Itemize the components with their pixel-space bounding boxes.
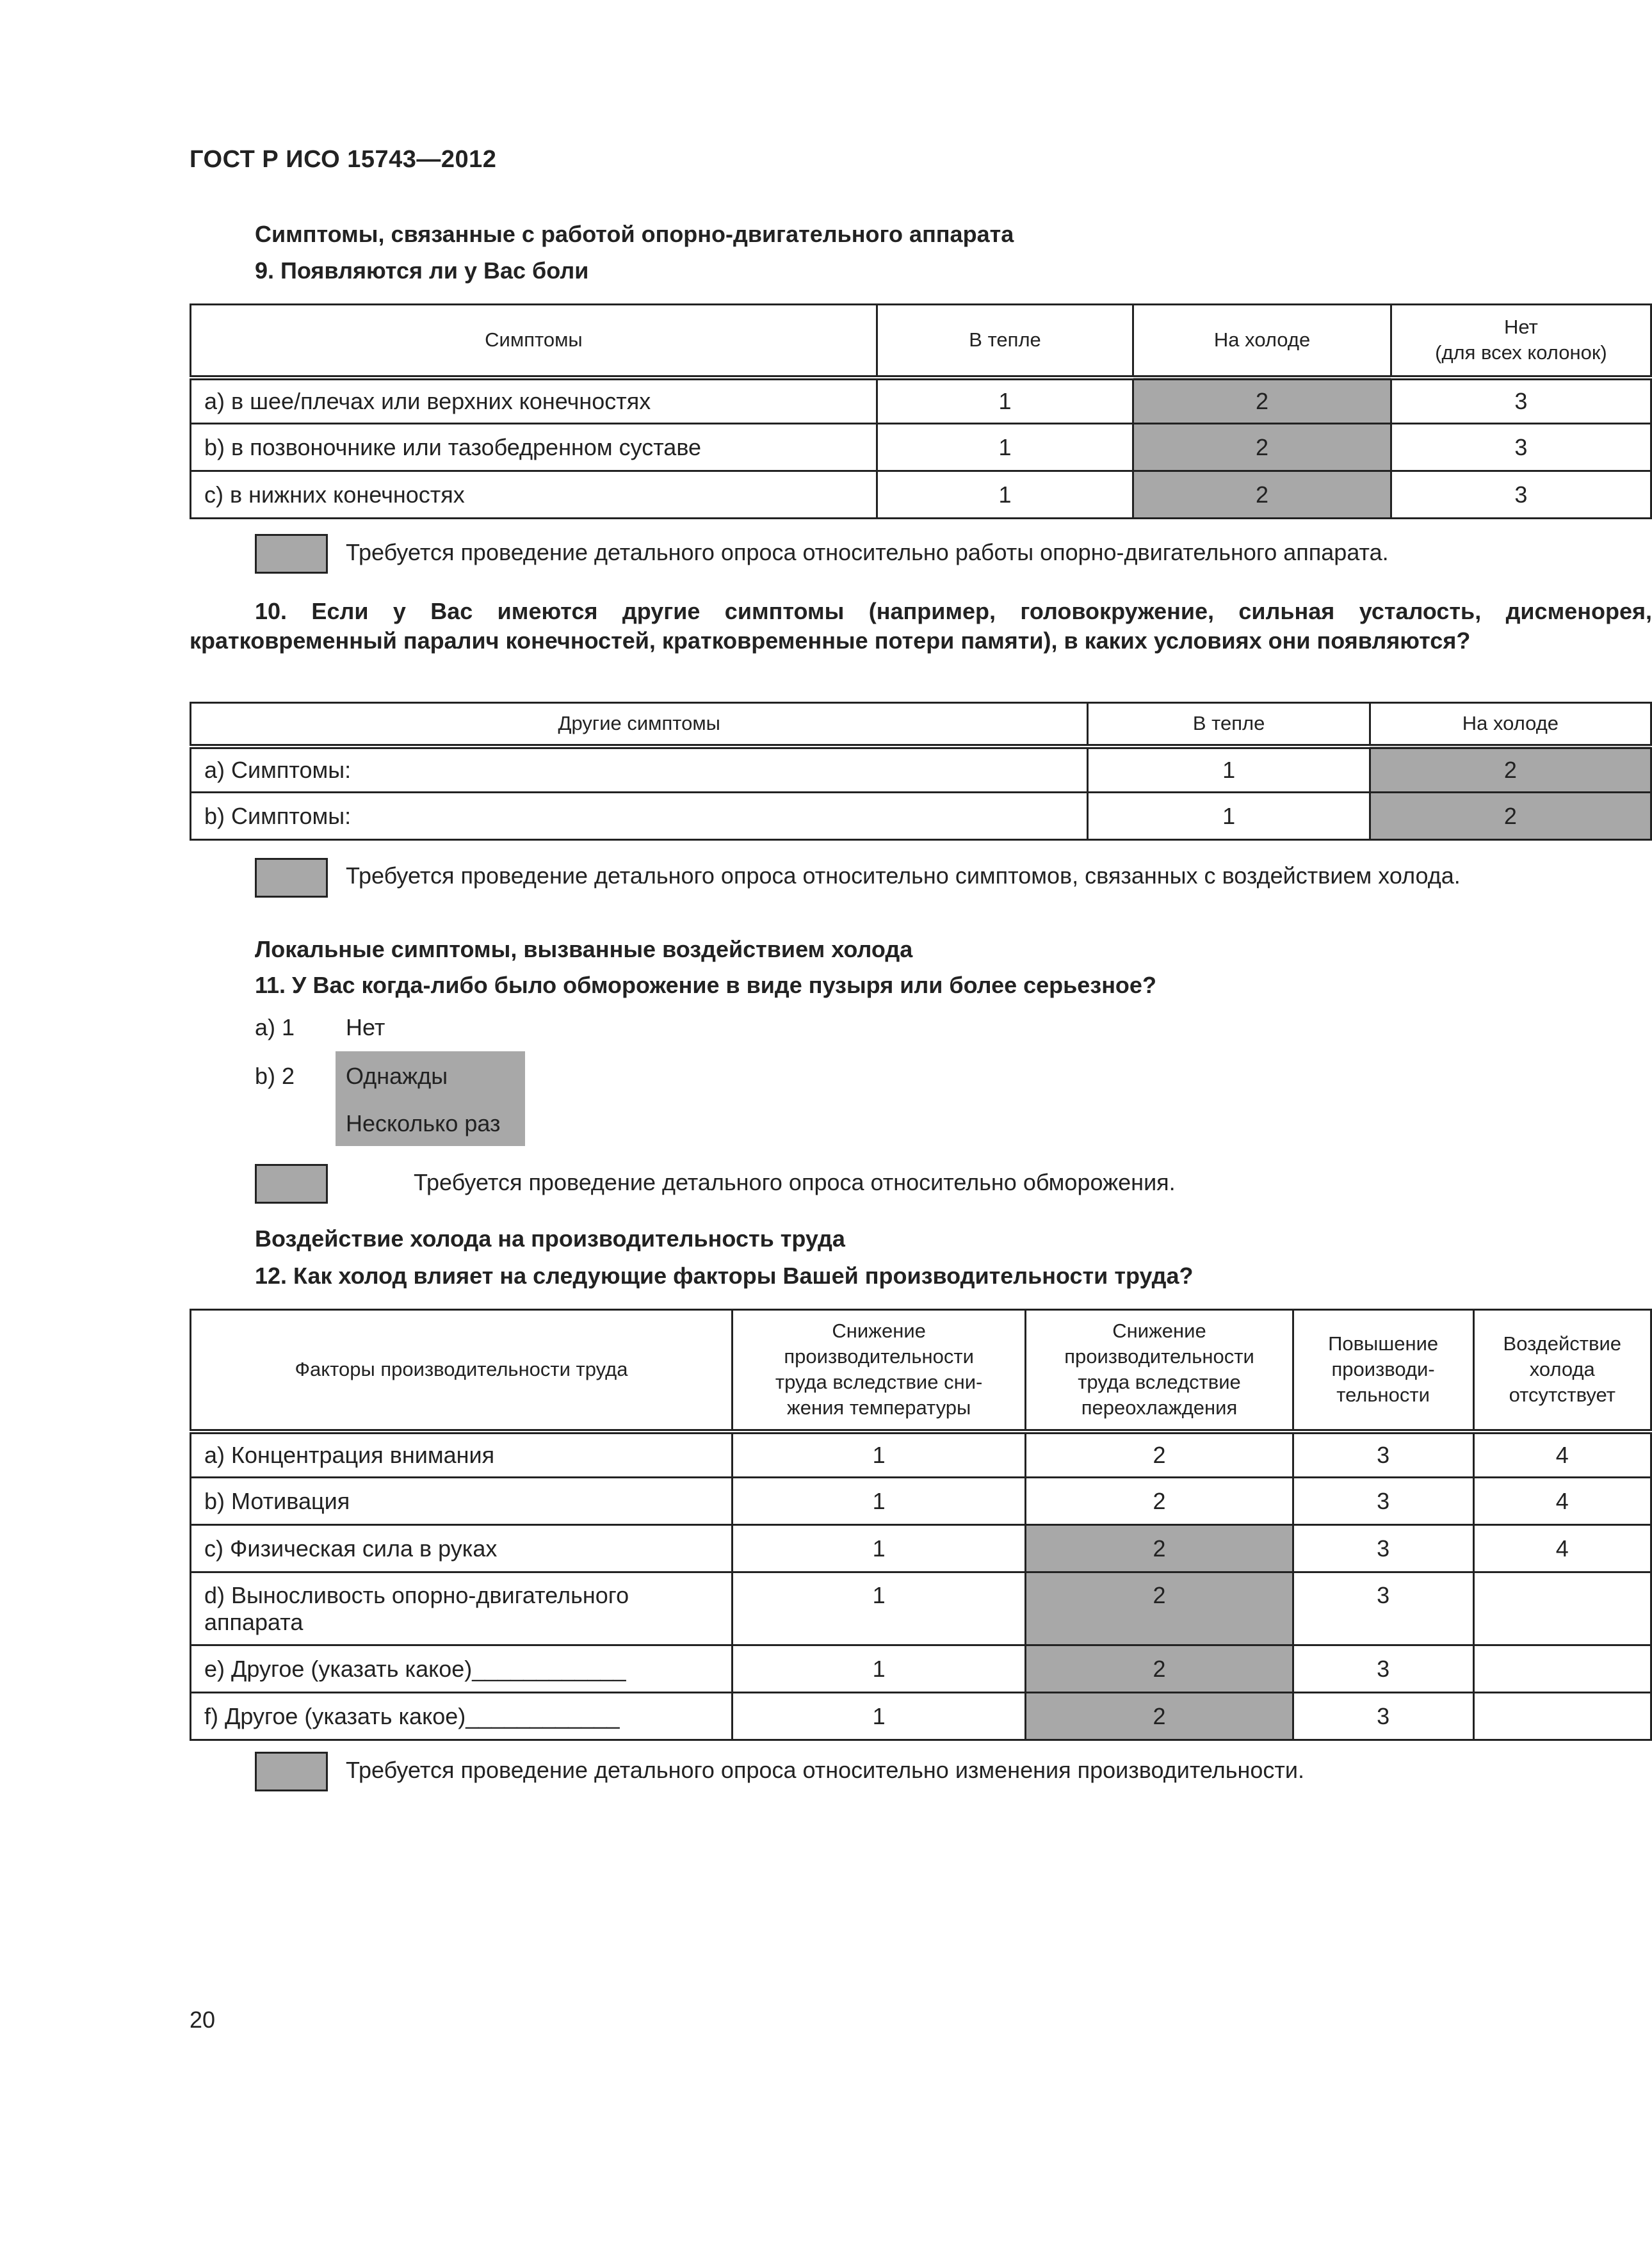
table-cell[interactable]: 1: [732, 1693, 1025, 1740]
col-header-no-effect: Воздействие холода отсутствует: [1473, 1310, 1651, 1432]
table-cell[interactable]: 1: [1088, 747, 1370, 793]
question-12: 12. Как холод влияет на следующие факторы Вашей производительности труда?: [255, 1263, 1194, 1289]
table-row-label: b) Симптомы:: [191, 793, 1088, 840]
table-cell[interactable]: 3: [1293, 1432, 1473, 1478]
page-number: 20: [190, 2007, 216, 2033]
table-cell[interactable]: 1: [1088, 793, 1370, 840]
col-header-hypothermia: Снижение производительности труда вследствие переохлаждения: [1026, 1310, 1293, 1432]
question-10: 10. Если у Вас имеются другие симптомы (например, головокружение, сильная усталость, дисменорея, кратковременный паралич конечностей, кратковременные потери памяти), в каких условиях они появляются?: [190, 598, 1652, 654]
option-label: а) 1: [255, 1014, 295, 1040]
table-cell[interactable]: 3: [1293, 1645, 1473, 1693]
table-cell-shaded[interactable]: 2: [1133, 471, 1391, 519]
table-cell[interactable]: 2: [1026, 1478, 1293, 1525]
table-row-label: b) Мотивация: [191, 1478, 733, 1525]
table-cell[interactable]: 1: [732, 1525, 1025, 1572]
shade-legend-swatch: [255, 1752, 328, 1791]
table-row-label: а) в шее/плечах или верхних конечностях: [191, 378, 877, 424]
table-cell[interactable]: [1473, 1693, 1651, 1740]
col-header-factors: Факторы производительности труда: [191, 1310, 733, 1432]
option-label: b) 2: [255, 1063, 295, 1089]
table-cell[interactable]: 1: [732, 1432, 1025, 1478]
section-heading-performance: Воздействие холода на производительность труда: [255, 1225, 845, 1252]
table-cell[interactable]: 4: [1473, 1432, 1651, 1478]
col-header-other-symptoms: Другие симптомы: [191, 703, 1088, 747]
col-header-temp-decrease: Снижение производительности труда вследствие сни- жения температуры: [732, 1310, 1025, 1432]
table-cell[interactable]: 3: [1293, 1572, 1473, 1645]
table-cell[interactable]: 1: [732, 1645, 1025, 1693]
shade-legend-swatch: [255, 1164, 328, 1204]
table-row-label: b) в позвоночнике или тазобедренном суставе: [191, 424, 877, 471]
document-header: ГОСТ Р ИСО 15743—2012: [190, 146, 497, 173]
table-cell[interactable]: 3: [1293, 1693, 1473, 1740]
table-cell-shaded[interactable]: 2: [1370, 793, 1651, 840]
section-heading-local-symptoms: Локальные симптомы, вызванные воздействием холода: [255, 936, 913, 962]
col-header-increase: Повышение производи- тельности: [1293, 1310, 1473, 1432]
legend-text-other-symptoms: Требуется проведение детального опроса относительно симптомов, связанных с воздействием холода.: [346, 862, 1461, 889]
shade-legend-swatch: [255, 534, 328, 574]
table-row-label: е) Другое (указать какое)____________: [191, 1645, 733, 1693]
table-row-label: d) Выносливость опорно-двигательного аппарата: [191, 1572, 733, 1645]
shade-legend-swatch: [255, 858, 328, 898]
table-cell[interactable]: 1: [877, 378, 1133, 424]
pain-table: [190, 303, 1652, 519]
table-cell[interactable]: [1473, 1645, 1651, 1693]
section-heading-musculoskeletal: Симптомы, связанные с работой опорно-двигательного аппарата: [255, 221, 1014, 247]
table-row-label: а) Концентрация внимания: [191, 1432, 733, 1478]
table-cell[interactable]: 3: [1391, 471, 1651, 519]
table-cell[interactable]: 4: [1473, 1525, 1651, 1572]
table-row-label: с) Физическая сила в руках: [191, 1525, 733, 1572]
legend-text-musculoskeletal: Требуется проведение детального опроса относительно работы опорно-двигательного аппарата.: [346, 539, 1389, 565]
table-cell-shaded[interactable]: 2: [1026, 1525, 1293, 1572]
performance-table: [190, 1309, 1652, 1741]
col-header-warm: В тепле: [1088, 703, 1370, 747]
table-row-label: с) в нижних конечностях: [191, 471, 877, 519]
col-header-cold: На холоде: [1133, 305, 1391, 378]
table-row-label: а) Симптомы:: [191, 747, 1088, 793]
table-cell[interactable]: 1: [732, 1478, 1025, 1525]
option-no[interactable]: Нет: [346, 1014, 385, 1040]
legend-text-performance: Требуется проведение детального опроса относительно изменения производительности.: [346, 1757, 1304, 1783]
table-cell[interactable]: 1: [877, 424, 1133, 471]
table-cell[interactable]: 3: [1391, 378, 1651, 424]
table-cell[interactable]: 3: [1293, 1525, 1473, 1572]
table-row-label: f) Другое (указать какое)____________: [191, 1693, 733, 1740]
table-cell-shaded[interactable]: 2: [1133, 378, 1391, 424]
question-9: 9. Появляются ли у Вас боли: [255, 257, 589, 284]
legend-text-frostbite: Требуется проведение детального опроса относительно обморожения.: [414, 1169, 1176, 1195]
col-header-warm: В тепле: [877, 305, 1133, 378]
col-header-none: Нет (для всех колонок): [1391, 305, 1651, 378]
table-cell[interactable]: 2: [1026, 1432, 1293, 1478]
option-once[interactable]: Однажды: [346, 1063, 448, 1089]
table-cell[interactable]: 4: [1473, 1478, 1651, 1525]
table-cell-shaded[interactable]: 2: [1026, 1645, 1293, 1693]
other-symptoms-table: [190, 702, 1652, 841]
col-header-symptoms: Симптомы: [191, 305, 877, 378]
table-cell[interactable]: [1473, 1572, 1651, 1645]
table-cell[interactable]: 3: [1293, 1478, 1473, 1525]
option-several-times[interactable]: Несколько раз: [346, 1110, 501, 1136]
question-11: 11. У Вас когда-либо было обморожение в виде пузыря или более серьезное?: [255, 972, 1156, 998]
table-cell-shaded[interactable]: 2: [1026, 1693, 1293, 1740]
table-cell[interactable]: 3: [1391, 424, 1651, 471]
table-cell[interactable]: 1: [732, 1572, 1025, 1645]
table-cell-shaded[interactable]: 2: [1026, 1572, 1293, 1645]
table-cell[interactable]: 1: [877, 471, 1133, 519]
col-header-cold: На холоде: [1370, 703, 1651, 747]
table-cell-shaded[interactable]: 2: [1370, 747, 1651, 793]
table-cell-shaded[interactable]: 2: [1133, 424, 1391, 471]
